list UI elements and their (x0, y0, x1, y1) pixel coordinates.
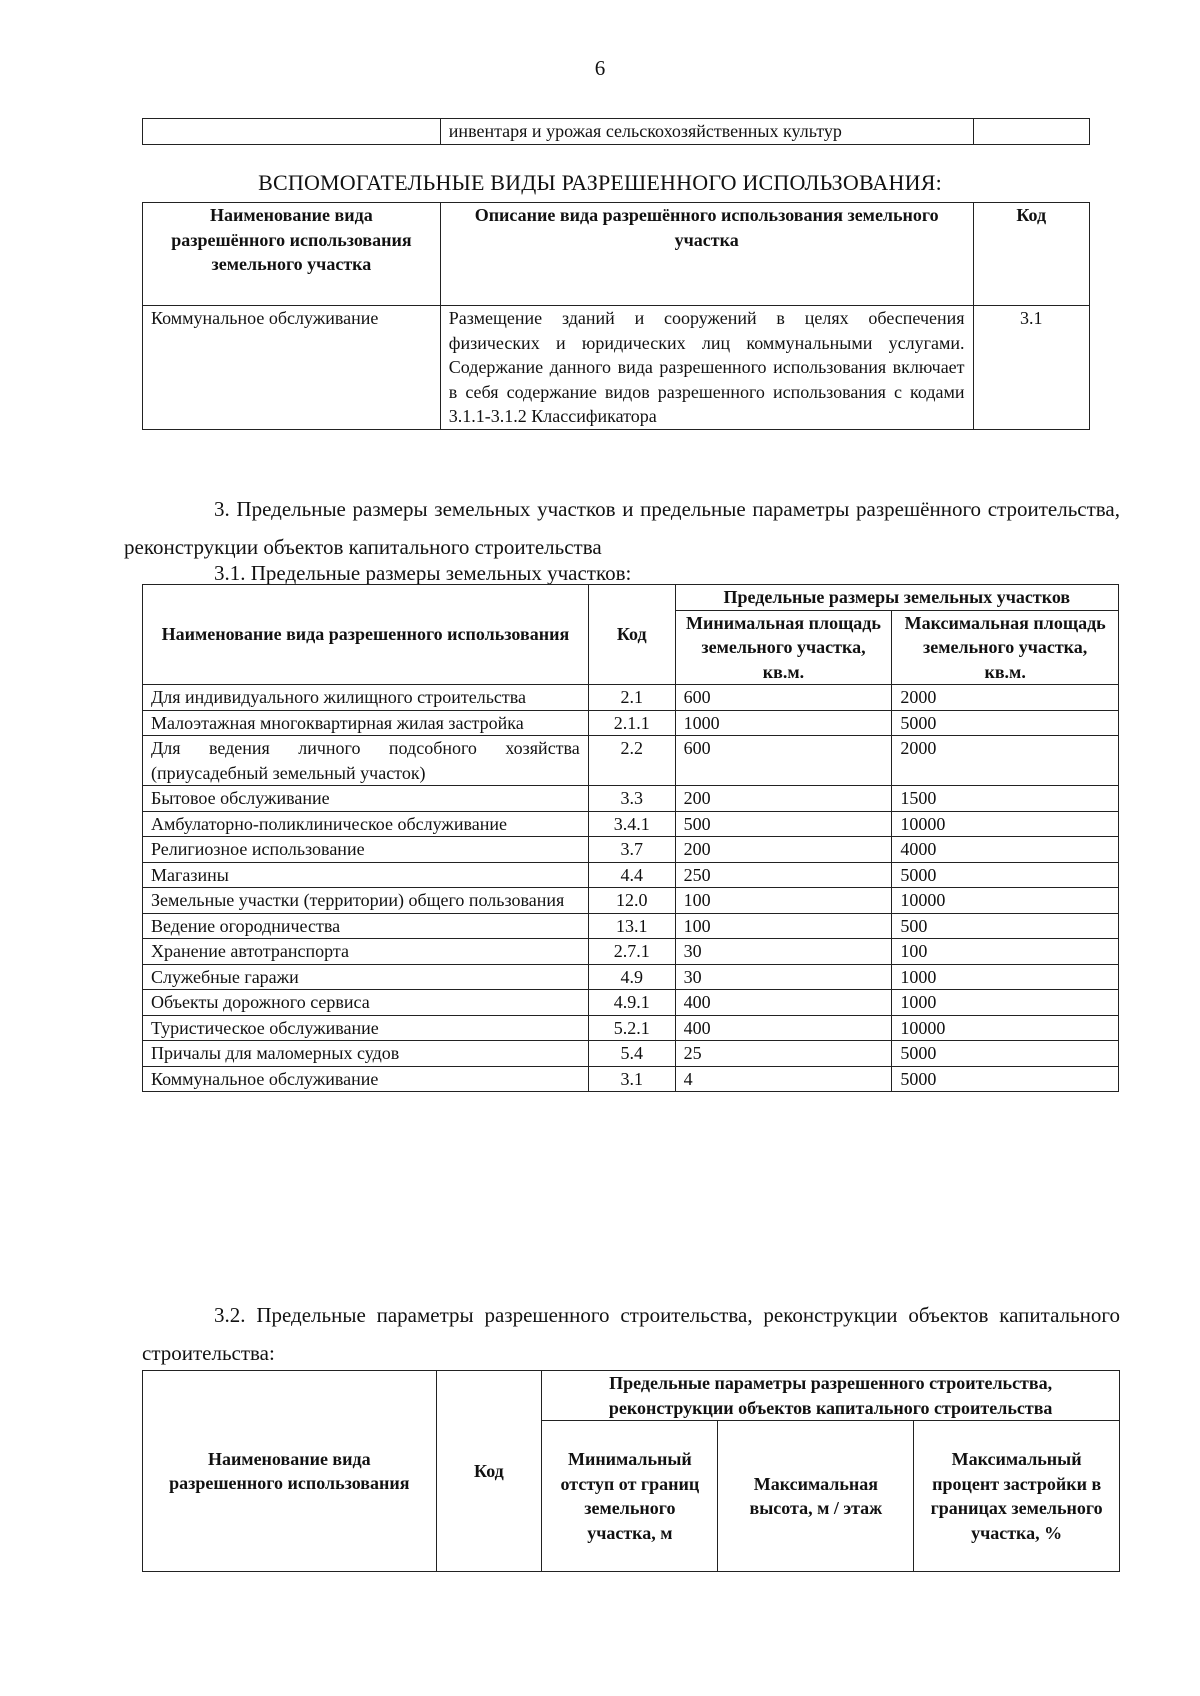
header-code: Код (973, 203, 1089, 306)
cell-min-area: 400 (675, 1015, 892, 1041)
cell-max-area: 1500 (892, 786, 1119, 812)
cell-code: 3.7 (588, 837, 675, 863)
build-params-table (142, 1370, 1120, 1572)
cell-code: 3.3 (588, 786, 675, 812)
cell-min-area: 400 (675, 990, 892, 1016)
continuation-table (142, 118, 1090, 145)
cell-min-area: 30 (675, 939, 892, 965)
header-max-percent: Максимальный процент застройки в границах земельного участка, % (914, 1421, 1120, 1572)
cell-max-area: 2000 (892, 736, 1119, 786)
header-max-area: Максимальная площадь земельного участка, кв.м. (892, 610, 1119, 685)
plot-sizes-table (142, 584, 1119, 1092)
table-row (143, 913, 1119, 939)
cell-code: 2.2 (588, 736, 675, 786)
continuation-text: инвентаря и урожая сельскохозяйственных культур (440, 119, 973, 145)
cell-name: Бытовое обслуживание (143, 786, 589, 812)
cell-max-area: 4000 (892, 837, 1119, 863)
empty-cell (143, 119, 441, 145)
cell-name: Для индивидуального жилищного строительства (143, 685, 589, 711)
cell-name: Туристическое обслуживание (143, 1015, 589, 1041)
auxiliary-uses-table (142, 202, 1090, 430)
cell-code: 4.4 (588, 862, 675, 888)
table-row (143, 710, 1119, 736)
cell-name: Служебные гаражи (143, 964, 589, 990)
cell-description: Размещение зданий и сооружений в целях обеспечения физических и юридических лиц коммунальными услугами. Содержание данного вида разрешенного использования включает в себя содержание видов разрешенного использования с кодами 3.1.1-3.1.2 Классификатора (440, 306, 973, 430)
cell-max-area: 1000 (892, 990, 1119, 1016)
header-description: Описание вида разрешённого использования земельного участка (440, 203, 973, 306)
table-header-row (143, 585, 1119, 611)
header-code: Код (588, 585, 675, 685)
auxiliary-uses-title: ВСПОМОГАТЕЛЬНЫЕ ВИДЫ РАЗРЕШЕННОГО ИСПОЛЬЗОВАНИЯ: (258, 170, 942, 195)
header-code: Код (436, 1371, 542, 1572)
cell-code: 2.7.1 (588, 939, 675, 965)
cell-name: Амбулаторно-поликлиническое обслуживание (143, 811, 589, 837)
cell-code: 12.0 (588, 888, 675, 914)
cell-name: Коммунальное обслуживание (143, 1066, 589, 1092)
cell-min-area: 25 (675, 1041, 892, 1067)
cell-code: 2.1.1 (588, 710, 675, 736)
cell-name: Коммунальное обслуживание (143, 306, 441, 430)
cell-name: Магазины (143, 862, 589, 888)
table-row (143, 685, 1119, 711)
cell-name: Объекты дорожного сервиса (143, 990, 589, 1016)
cell-max-area: 500 (892, 913, 1119, 939)
table-row (143, 1066, 1119, 1092)
cell-min-area: 600 (675, 685, 892, 711)
table-row (143, 939, 1119, 965)
table-row (143, 837, 1119, 863)
cell-min-area: 500 (675, 811, 892, 837)
cell-min-area: 200 (675, 786, 892, 812)
table-row (143, 811, 1119, 837)
header-max-height: Максимальная высота, м / этаж (718, 1421, 914, 1572)
cell-min-area: 100 (675, 888, 892, 914)
cell-max-area: 1000 (892, 964, 1119, 990)
section-3-heading: 3. Предельные размеры земельных участков и предельные параметры разрешённого строительства, реконструкции объектов капитального строительства (124, 497, 1120, 559)
cell-max-area: 5000 (892, 1041, 1119, 1067)
table-row (143, 964, 1119, 990)
cell-code: 4.9 (588, 964, 675, 990)
page-number: 6 (594, 56, 606, 80)
cell-code: 3.1 (973, 306, 1089, 430)
cell-code: 4.9.1 (588, 990, 675, 1016)
table-row (143, 736, 1119, 786)
table-header-row (143, 1371, 1120, 1421)
table-row (143, 888, 1119, 914)
cell-code: 13.1 (588, 913, 675, 939)
table-row (143, 1041, 1119, 1067)
cell-name: Ведение огородничества (143, 913, 589, 939)
table-row (143, 1015, 1119, 1041)
cell-code: 5.4 (588, 1041, 675, 1067)
cell-min-area: 4 (675, 1066, 892, 1092)
section-3-2-heading: 3.2. Предельные параметры разрешенного строительства, реконструкции объектов капитального строительства: (142, 1303, 1120, 1365)
header-min-offset: Минимальный отступ от границ земельного участка, м (542, 1421, 718, 1572)
table-row (143, 119, 1090, 145)
cell-min-area: 250 (675, 862, 892, 888)
cell-max-area: 5000 (892, 710, 1119, 736)
cell-max-area: 100 (892, 939, 1119, 965)
cell-code: 2.1 (588, 685, 675, 711)
cell-max-area: 10000 (892, 811, 1119, 837)
cell-min-area: 30 (675, 964, 892, 990)
header-group: Предельные параметры разрешенного строительства, реконструкции объектов капитального строительства (542, 1371, 1120, 1421)
empty-cell (973, 119, 1089, 145)
table-row (143, 862, 1119, 888)
cell-name: Хранение автотранспорта (143, 939, 589, 965)
cell-code: 3.4.1 (588, 811, 675, 837)
header-group: Предельные размеры земельных участков (675, 585, 1118, 611)
header-name: Наименование вида разрешенного использования (143, 585, 589, 685)
cell-max-area: 10000 (892, 1015, 1119, 1041)
cell-max-area: 5000 (892, 862, 1119, 888)
header-name: Наименование вида разрешённого использования земельного участка (143, 203, 441, 306)
cell-min-area: 200 (675, 837, 892, 863)
cell-max-area: 5000 (892, 1066, 1119, 1092)
table-row (143, 990, 1119, 1016)
cell-min-area: 100 (675, 913, 892, 939)
cell-code: 3.1 (588, 1066, 675, 1092)
table-row (143, 306, 1090, 430)
cell-name: Земельные участки (территории) общего пользования (143, 888, 589, 914)
section-3-1-heading: 3.1. Предельные размеры земельных участков: (214, 561, 632, 585)
cell-max-area: 2000 (892, 685, 1119, 711)
cell-name: Причалы для маломерных судов (143, 1041, 589, 1067)
cell-name: Религиозное использование (143, 837, 589, 863)
cell-min-area: 600 (675, 736, 892, 786)
table-row (143, 786, 1119, 812)
cell-min-area: 1000 (675, 710, 892, 736)
cell-name: Для ведения личного подсобного хозяйства (приусадебный земельный участок) (143, 736, 589, 786)
table-header-row (143, 203, 1090, 306)
cell-name: Малоэтажная многоквартирная жилая застройка (143, 710, 589, 736)
cell-max-area: 10000 (892, 888, 1119, 914)
plot-sizes-body (143, 685, 1119, 1092)
header-min-area: Минимальная площадь земельного участка, кв.м. (675, 610, 892, 685)
cell-code: 5.2.1 (588, 1015, 675, 1041)
header-name: Наименование вида разрешенного использования (143, 1371, 437, 1572)
